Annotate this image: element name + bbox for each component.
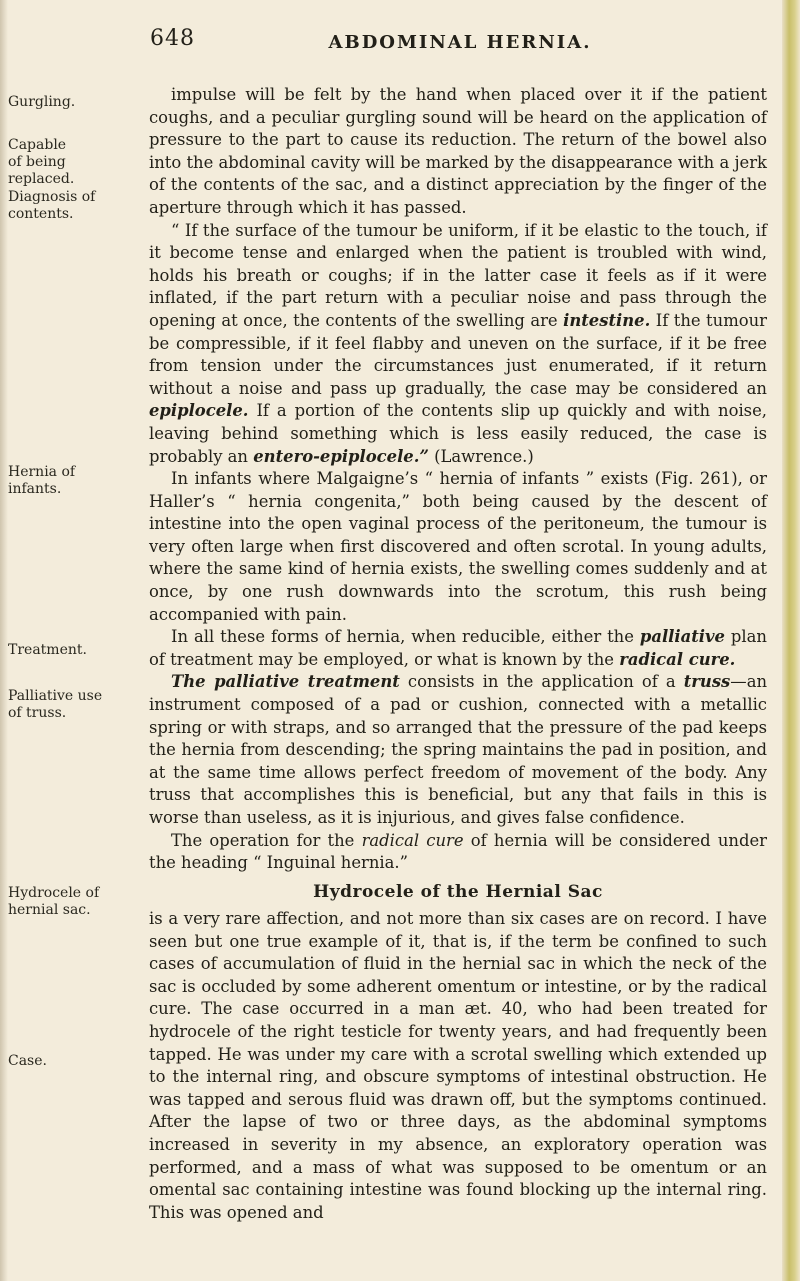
text-run: If a portion of the contents slip up quickly and with noise, leaving behind something which is less easily reduced, the case is probably an [149,401,768,466]
term-radical-cure-2: radical cure [361,830,464,850]
paragraph-treatment [149,626,767,671]
page-edge [782,0,800,1281]
term-radical-cure: radical cure. [619,649,736,669]
term-epiplocele: epiplocele. [149,401,249,421]
term-entero-epiplocele: entero-epiplocele.” [253,446,429,466]
paragraph-palliative [149,671,767,829]
text-run: plan of treatment may be employed, or what is known by the [149,627,767,669]
body-upper [149,84,767,875]
page-number: 648 [150,26,195,51]
text-run: In infants where Malgaigne’s “ hernia of infants ” exists (Fig. 261), or Haller’s “ hernia congenita,” both being caused by the descent of intestine into the open vaginal process of the peritoneum, the tumour is very often large when first discovered and often scrotal. In young adults, where the same kind of hernia exists, the swelling comes suddenly and at once, by one rush downwards into the scrotum, this rush being accompanied with pain. [149,469,767,624]
section-heading: Hydrocele of the Hernial Sac [313,882,603,902]
page-header [150,22,770,56]
paragraph-hydrocele [149,908,767,1224]
term-intestine: intestine. [563,310,651,330]
paragraph-infants [149,468,767,626]
body-lower [149,908,767,1224]
paragraph-operation [149,830,767,875]
binding-shadow [0,0,8,1281]
text-run: If the tumour be compressible, if it feel flabby and uneven on the surface, if it be free from tension under the circumstances just enumerated, if it return without a noise and pass up gradually, the case may be considered an [149,310,768,398]
margin-note-diagnosis: Diagnosis of contents. [8,189,96,222]
text-run: —an instrument composed of a pad or cushion, connected with a metallic spring or with straps, and so arranged that the pressure of the pad keeps the hernia from descending; the spring maintains the pad in position, and at the same time allows perfect freedom of movement of the body. Any truss that accomplishes this is beneficial, but any that fails in this is worse than useless, as it is injurious, and gives false confidence. [149,672,768,827]
margin-note-capable: Capable of being replaced. [8,137,75,187]
term-truss: truss [683,672,731,692]
text-run: In all these forms of hernia, when reducible, either the [171,627,634,647]
running-title: ABDOMINAL HERNIA. [328,32,592,53]
text-run: impulse will be felt by the hand when placed over it if the patient coughs, and a peculiar gurgling sound will be heard on the application of pressure to the part to cause its reduction. The return of the bowel also into the abdominal cavity will be marked by the disappearance with a jerk of the contents of the sac, and a distinct appreciation by the finger of the aperture through which it has passed. [149,85,767,217]
margin-note-treatment: Treatment. [8,642,87,658]
margin-note-hydrocele: Hydrocele of hernial sac. [8,885,100,918]
text-run: of hernia will be considered under the heading “ Inguinal hernia.” [149,830,767,873]
term-palliative: palliative [639,627,725,647]
text-run: (Lawrence.) [434,446,534,466]
paragraph-gurgling [149,84,767,220]
paragraph-diagnosis [149,220,767,469]
margin-note-hernia-infants: Hernia of infants. [8,464,76,497]
term-palliative-treatment: The palliative treatment [171,672,400,692]
margin-note-palliative: Palliative use of truss. [8,688,103,721]
text-run: consists in the application of a [407,672,676,692]
margin-note-gurgling: Gurgling. [8,94,76,110]
margin-note-case: Case. [8,1053,47,1069]
text-run: The operation for the [171,830,355,850]
text-run: is a very rare affection, and not more than six cases are on record. I have seen but one true example of it, that is, if the term be confined to such cases of accumulation of fluid in the hernial sac in which the neck of the sac is occluded by some adherent omentum or intestine, or by the radical cure. The case occurred in a man æt. 40, who had been treated for hydrocele of the right testicle for twenty years, and had frequently been tapped. He was under my care with a scrotal swelling which extended up to the internal ring, and obscure symptoms of intestinal obstruction. He was tapped and serous fluid was drawn off, but the symptoms continued. After the lapse of two or three days, as the abdominal symptoms increased in severity in my absence, an exploratory operation was performed, and a mass of what was supposed to be omentum or an omental sac containing intestine was found blocking up the internal ring. This was opened and [149,909,767,1222]
text-run: “ If the surface of the tumour be uniform, if it be elastic to the touch, if it become tense and enlarged when the patient is troubled with wind, holds his breath or coughs; if in the latter case it feels as if it were inflated, if the part return with a peculiar noise and pass through the opening at once, the contents of the swelling are [149,220,767,330]
